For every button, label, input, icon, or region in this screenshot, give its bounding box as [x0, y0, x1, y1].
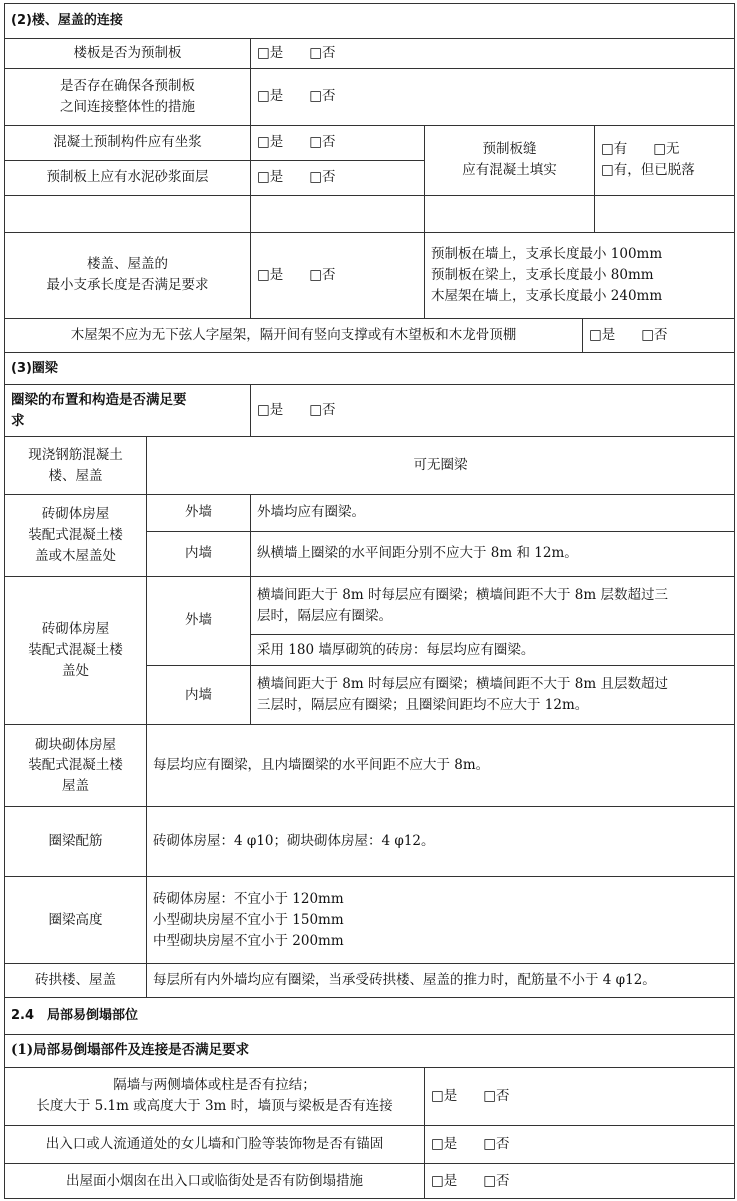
option-has[interactable]: □有 — [601, 141, 628, 158]
row-label — [5, 232, 251, 318]
row-cast-in-place — [5, 437, 735, 494]
row-label — [5, 68, 251, 125]
row-content: 每层所有内外墙均应有圈梁，当承受砖拱楼、屋盖的推力时，配筋量不小于 4 φ12。 — [147, 964, 735, 998]
row-label — [5, 385, 251, 437]
subsection-title: (1)局部易倒塌部件及连接是否满足要求 — [5, 1034, 735, 1067]
row-wood-truss — [5, 318, 735, 353]
row-content: 砖砌体房屋：4 φ10；砌块砌体房屋：4 φ12。 — [147, 807, 735, 877]
option-detached[interactable]: □有，但已脱落 — [601, 162, 695, 179]
section-header-ring-beam — [5, 353, 735, 385]
option-yes[interactable]: □是 — [257, 169, 284, 186]
choice-cell — [251, 38, 735, 68]
row-label-line: 装配式混凝土楼 — [28, 757, 123, 774]
row-label — [5, 1067, 425, 1125]
row-label-line: 砖砌体房屋 — [41, 621, 110, 638]
blank-cell[interactable] — [251, 195, 425, 232]
section-title: 2.4 局部易倒塌部位 — [5, 998, 735, 1035]
row-reinforcement — [5, 807, 735, 877]
wall-type: 内墙 — [147, 531, 251, 576]
option-no[interactable]: □否 — [309, 402, 336, 419]
content-line: 层时，隔层应有圈梁。 — [257, 607, 392, 624]
row-chimney — [5, 1164, 735, 1199]
option-yes[interactable]: □是 — [257, 402, 284, 419]
choice-cell — [425, 1067, 735, 1125]
requirement-line: 预制板在梁上，支承长度最小 80mm — [431, 266, 654, 283]
row-content: 每层均应有圈梁，且内墙圈梁的水平间距不应大于 8m。 — [147, 725, 735, 807]
row-label — [5, 437, 147, 494]
subsection-header — [5, 1034, 735, 1067]
row-content — [147, 877, 735, 964]
option-no[interactable]: □否 — [483, 1087, 510, 1104]
wall-type: 外墙 — [147, 576, 251, 665]
row-brick-precast-outer — [5, 576, 735, 634]
option-yes[interactable]: □是 — [257, 266, 284, 283]
joint-label — [425, 125, 595, 195]
row-label-line: 圈梁的布置和构造是否满足要 — [11, 391, 187, 408]
option-yes[interactable]: □是 — [589, 327, 616, 344]
choice-cell — [251, 68, 735, 125]
option-yes[interactable]: □是 — [431, 1172, 458, 1189]
content-line: 横墙间距大于 8m 时每层应有圈梁；横墙间距不大于 8m 层数超过三 — [257, 586, 668, 603]
row-label: 圈梁配筋 — [5, 807, 147, 877]
option-yes[interactable]: □是 — [257, 44, 284, 61]
row-label-line: 之间连接整体性的措施 — [60, 98, 195, 115]
row-parapet-anchor — [5, 1126, 735, 1164]
choice-cell — [425, 1164, 735, 1199]
row-label — [5, 494, 147, 576]
blank-cell[interactable] — [5, 195, 251, 232]
row-label: 楼板是否为预制板 — [5, 38, 251, 68]
row-label — [5, 576, 147, 725]
row-content — [251, 576, 735, 634]
row-label: 预制板上应有水泥砂浆面层 — [5, 160, 251, 195]
content-line: 中型砌块房屋不宜小于 200mm — [153, 932, 344, 949]
row-label-line: 最小支承长度是否满足要求 — [46, 277, 209, 294]
section-title: (3)圈梁 — [5, 353, 735, 385]
row-label-line: 装配式混凝土楼 — [28, 642, 123, 659]
row-label: 出入口或人流通道处的女儿墙和门脸等装饰物是否有锚固 — [5, 1126, 425, 1164]
option-yes[interactable]: □是 — [257, 88, 284, 105]
option-no[interactable]: □否 — [309, 266, 336, 283]
row-content: 外墙均应有圈梁。 — [251, 494, 735, 531]
row-label — [5, 725, 147, 807]
inspection-table — [4, 3, 735, 1199]
row-content — [251, 666, 735, 725]
row-support-length — [5, 232, 735, 318]
row-content: 采用 180 墙厚砌筑的砖房：每层均应有圈梁。 — [251, 635, 735, 666]
joint-label-line: 预制板缝 — [482, 141, 537, 158]
support-requirements — [425, 232, 735, 318]
option-no[interactable]: □否 — [641, 327, 668, 344]
row-label-line: 是否存在确保各预制板 — [60, 77, 195, 94]
blank-cell[interactable] — [595, 195, 735, 232]
wall-type: 内墙 — [147, 666, 251, 725]
row-label: 砖拱楼、屋盖 — [5, 964, 147, 998]
row-prefab-slab — [5, 38, 735, 68]
row-integrity — [5, 68, 735, 125]
option-no[interactable]: □否 — [309, 44, 336, 61]
joint-choice-cell — [595, 125, 735, 195]
row-label-line: 楼盖、屋盖的 — [87, 256, 168, 273]
row-label-line: 长度大于 5.1m 或高度大于 3m 时，墙顶与梁板是否有连接 — [36, 1098, 393, 1115]
row-partition-tie — [5, 1067, 735, 1125]
row-label-line: 盖或木屋盖处 — [35, 547, 116, 564]
option-no[interactable]: □否 — [309, 169, 336, 186]
row-label-line: 楼、屋盖 — [48, 467, 103, 484]
row-content: 可无圈梁 — [147, 437, 735, 494]
option-no[interactable]: □否 — [309, 134, 336, 151]
option-yes[interactable]: □是 — [257, 134, 284, 151]
row-block-masonry — [5, 725, 735, 807]
requirement-line: 木屋架在墙上，支承长度最小 240mm — [431, 287, 663, 304]
row-label-line: 现浇钢筋混凝土 — [28, 446, 123, 463]
section-header-floor-roof — [5, 4, 735, 39]
row-label: 出屋面小烟囱在出入口或临街处是否有防倒塌措施 — [5, 1164, 425, 1199]
row-label-line: 盖处 — [62, 663, 89, 680]
requirement-line: 预制板在墙上，支承长度最小 100mm — [431, 245, 663, 262]
content-line: 三层时，隔层应有圈梁；且圈梁间距均不应大于 12m。 — [257, 697, 589, 714]
row-label-line: 装配式混凝土楼 — [28, 526, 123, 543]
joint-label-line: 应有混凝土填实 — [462, 162, 557, 179]
row-label-line: 屋盖 — [62, 778, 89, 795]
option-no[interactable]: □否 — [483, 1136, 510, 1153]
row-blank — [5, 195, 735, 232]
choice-cell — [251, 125, 425, 160]
wall-type: 外墙 — [147, 494, 251, 531]
choice-cell — [583, 318, 735, 353]
row-beam-height — [5, 877, 735, 964]
choice-cell — [251, 232, 425, 318]
row-brick-wood-outer — [5, 494, 735, 531]
option-none[interactable]: □无 — [653, 141, 680, 158]
row-label-line: 砌块砌体房屋 — [35, 736, 116, 753]
row-label-line: 求 — [11, 412, 25, 429]
content-line: 小型砌块房屋不宜小于 150mm — [153, 911, 344, 928]
option-yes[interactable]: □是 — [431, 1087, 458, 1104]
section-header-collapse — [5, 998, 735, 1035]
content-line: 横墙间距大于 8m 时每层应有圈梁；横墙间距不大于 8m 且层数超过 — [257, 676, 668, 693]
content-line: 砖砌体房屋：不宜小于 120mm — [153, 890, 344, 907]
option-no[interactable]: □否 — [483, 1172, 510, 1189]
blank-cell[interactable] — [425, 195, 595, 232]
row-seat-mortar — [5, 125, 735, 160]
option-yes[interactable]: □是 — [431, 1136, 458, 1153]
row-label-line: 砖砌体房屋 — [41, 505, 110, 522]
choice-cell — [425, 1126, 735, 1164]
row-label: 混凝土预制构件应有坐浆 — [5, 125, 251, 160]
row-brick-arch — [5, 964, 735, 998]
row-label-line: 隔墙与两侧墙体或柱是否有拉结； — [113, 1077, 316, 1094]
section-title: (2)楼、屋盖的连接 — [5, 4, 735, 39]
choice-cell — [251, 385, 735, 437]
row-label: 圈梁高度 — [5, 877, 147, 964]
row-content: 纵横墙上圈梁的水平间距分别不应大于 8m 和 12m。 — [251, 531, 735, 576]
row-label: 木屋架不应为无下弦人字屋架，隔开间有竖向支撑或有木望板和木龙骨顶棚 — [5, 318, 583, 353]
choice-cell — [251, 160, 425, 195]
row-ring-beam-question — [5, 385, 735, 437]
option-no[interactable]: □否 — [309, 88, 336, 105]
